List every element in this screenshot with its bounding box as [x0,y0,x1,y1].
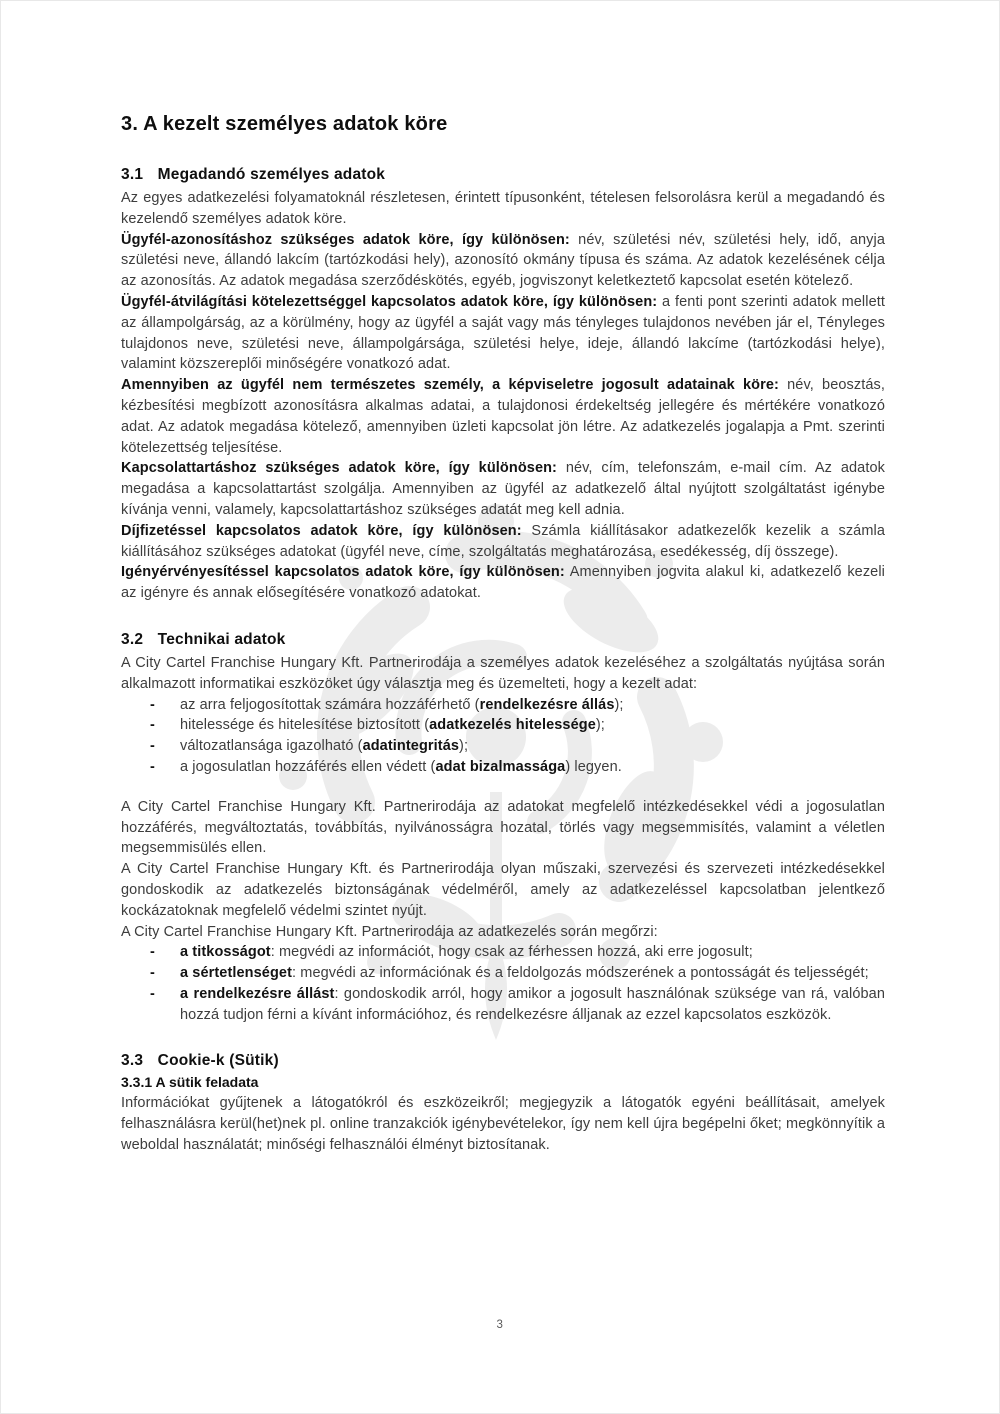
dash-marker: - [150,985,155,1002]
technical-requirements-list [121,695,885,778]
section-3-3-1-heading: 3.3.1 A sütik feladata [121,1074,259,1091]
item-post: ); [595,717,605,734]
section-label: Technikai adatok [157,630,286,648]
section-label: Megadandó személyes adatok [157,166,386,183]
list-item-text [180,695,885,716]
lead-term: Ügyfél-átvilágítási kötelezettséggel kapcsolatos adatok köre, így különösen: [121,293,658,310]
section-label: Cookie-k (Sütik) [157,1052,279,1070]
item-text: : gondoskodik arról, hogy amikor a jogosult használónak szüksége van rá, valóban hozzá tudjon férni a kívánt információhoz, és rendelkezésre álljanak az ezzel kapcsolatos eszközök. [180,985,885,1023]
paragraph-cookies: Információkat gyűjtenek a látogatókról és eszközeikről; megjegyzik a látogatók egyéni beállításait, amelyek felhasználásra kerül(het)nek pl. online tranzakciók igénybevételekor, így nem kell újra begépelni őket; megkönnyítik a weboldal használatát; minőségi felhasználói élményt biztosítanak. [121,1095,885,1154]
paragraph-lead [121,230,885,292]
item-term: a rendelkezésre állást [180,985,335,1002]
paragraph-lead [121,458,885,520]
lead-term: Igényérvényesítéssel kapcsolatos adatok köre, így különösen: [121,564,565,581]
item-text: : megvédi az információt, hogy csak az férhessen hozzá, aki erre jogosult; [270,944,753,961]
paragraph-preserves: A City Cartel Franchise Hungary Kft. Partnerirodája az adatkezelés során megőrzi: [121,923,658,940]
item-term: rendelkezésre állás [479,696,615,713]
page-footer [1,1315,999,1333]
lead-term: Ügyfél-azonosításhoz szükséges adatok köre, így különösen: [121,231,570,248]
lead-term: Amennyiben az ügyfél nem természetes személy, a képviseletre jogosult adatainak köre: [121,377,779,394]
list-item [121,963,885,984]
lead-text: Számla kiállításakor adatkezelők kezelik a számla kiállításához szükséges adatokat (ügyfél neve, címe, szolgáltatás meghatározása, esedékesség, díj összege). [121,522,886,560]
section-3-3-heading [121,1052,885,1070]
dash-marker: - [150,696,155,713]
doc-title: 3. A kezelt személyes adatok köre [121,113,448,135]
paragraph-lead [121,521,885,563]
list-item-text [180,757,885,778]
item-post: ); [459,738,469,755]
lead-text: a fenti pont szerinti adatok mellett az állampolgárság, az a körülmény, hogy az ügyfél a saját vagy más tényleges tulajdonos nevében jár el, Tényleges tulajdonos neve, születési neve, állampolgársága, születési helye, ideje, állandó lakcíme (tartózkodási helye), valamint közszereplői minőségére vonatkozó adat. [121,293,886,373]
list-item-text [180,984,885,1026]
item-post: ) legyen. [565,758,622,775]
paragraph-lead [121,562,885,604]
lead-text: Amennyiben jogvita alakul ki, adatkezelő kezeli az igényre és annak elősegítésére vonatkozó adatokat. [121,564,885,602]
list-item [121,695,885,716]
list-item-text [180,736,885,757]
lead-text: név, beosztás, kézbesítési megbízott azonosításra alkalmas adatai, a tulajdonosi érdekeltség jellegére és mértékére vonatkozó adat. Az adatok megadása kötelező, amennyiben üzleti kapcsolat jön létre. Az adatkezelés jogalapja a Pmt. szerinti kötelezettség teljesítése. [121,377,886,456]
document-body [121,113,885,1156]
lead-text: név, cím, telefonszám, e-mail cím. Az adatok megadása a kapcsolattartást szolgálja. Amennyiben az ügyfél az adatkezelő által nyújtott szolgáltatást igénybe kívánja venni, valamely, kapcsolattartáshoz szükséges adatát meg kell adnia. [121,460,885,518]
list-item-text [180,715,885,736]
item-post: ); [614,696,624,713]
item-term: a titkosságot [180,944,271,961]
paragraph-measures: A City Cartel Franchise Hungary Kft. és Partnerirodája olyan műszaki, szervezési és szervezeti intézkedésekkel gondoskodik az adatkezelés biztonságának védelméről, amely az adatkezeléssel kapcsolatban jelentkező kockázatoknak megfelelő védelmi szintet nyújt. [121,861,885,919]
section-number: 3.1 [121,166,144,183]
section-number: 3.3 [121,1052,144,1070]
list-item-text [180,963,885,984]
list-item [121,984,885,1026]
lead-term: Díjfizetéssel kapcsolatos adatok köre, így különösen: [121,522,522,539]
list-item [121,715,885,736]
paragraph-protection: A City Cartel Franchise Hungary Kft. Partnerirodája az adatokat megfelelő intézkedésekkel védi a jogosulatlan hozzáférés, megváltoztatás, továbbítás, nyilvánosságra hozatal, törlés vagy megsemmisítés, valamint a véletlen megsemmisülés ellen. [121,798,885,857]
paragraph-lead [121,375,885,458]
lead-term: Kapcsolattartáshoz szükséges adatok köre, így különösen: [121,460,557,477]
dash-marker: - [150,717,155,734]
section-3-2-heading [121,631,885,649]
paragraph-lead [121,292,885,375]
list-item [121,736,885,757]
item-term: adatintegritás [362,738,460,755]
lead-text: név, születési név, születési hely, idő, anyja születési neve, állandó lakcím (tartózkodási hely), azonosító okmány típusa és száma. Az adatok kezelésének célja az azonosítás. Az adatok megadása szerződéskötés, egyéb, jogviszonyt keletkeztető kapcsolat esetén kötelező. [121,231,886,290]
dash-marker: - [150,738,155,755]
dash-marker: - [150,944,155,961]
item-term: adat bizalmassága [435,758,566,775]
item-text: : megvédi az információnak és a feldolgozás módszerének a pontosságát és teljességét; [292,965,869,982]
dash-marker: - [150,965,155,982]
item-term: adatkezelés hitelessége [429,717,596,734]
paragraph-32-intro: A City Cartel Franchise Hungary Kft. Partnerirodája a személyes adatok kezeléséhez a szolgáltatás nyújtása során alkalmazott informatikai eszközöket úgy választja meg és üzemelteti, hogy a kezelt adat: [121,654,885,692]
page-number: 3 [496,1319,504,1331]
item-pre: hitelessége és hitelesítése biztosított ( [180,717,430,734]
list-item [121,757,885,778]
item-term: a sértetlenséget [180,965,293,982]
paragraph-31-intro: Az egyes adatkezelési folyamatoknál részletesen, érintett típusonként, tételesen felsorolásra kerül a megadandó és kezelendő személyes adatok köre. [121,190,885,227]
dash-marker: - [150,758,155,775]
item-pre: változatlansága igazolható ( [180,738,363,755]
item-pre: az arra feljogosítottak számára hozzáférhető ( [180,696,480,713]
section-number: 3.2 [121,630,144,648]
item-pre: a jogosulatlan hozzáférés ellen védett ( [180,758,436,775]
preservation-list [121,942,885,1025]
list-item [121,942,885,963]
section-3-1-heading [121,166,885,184]
list-item-text [180,942,885,963]
